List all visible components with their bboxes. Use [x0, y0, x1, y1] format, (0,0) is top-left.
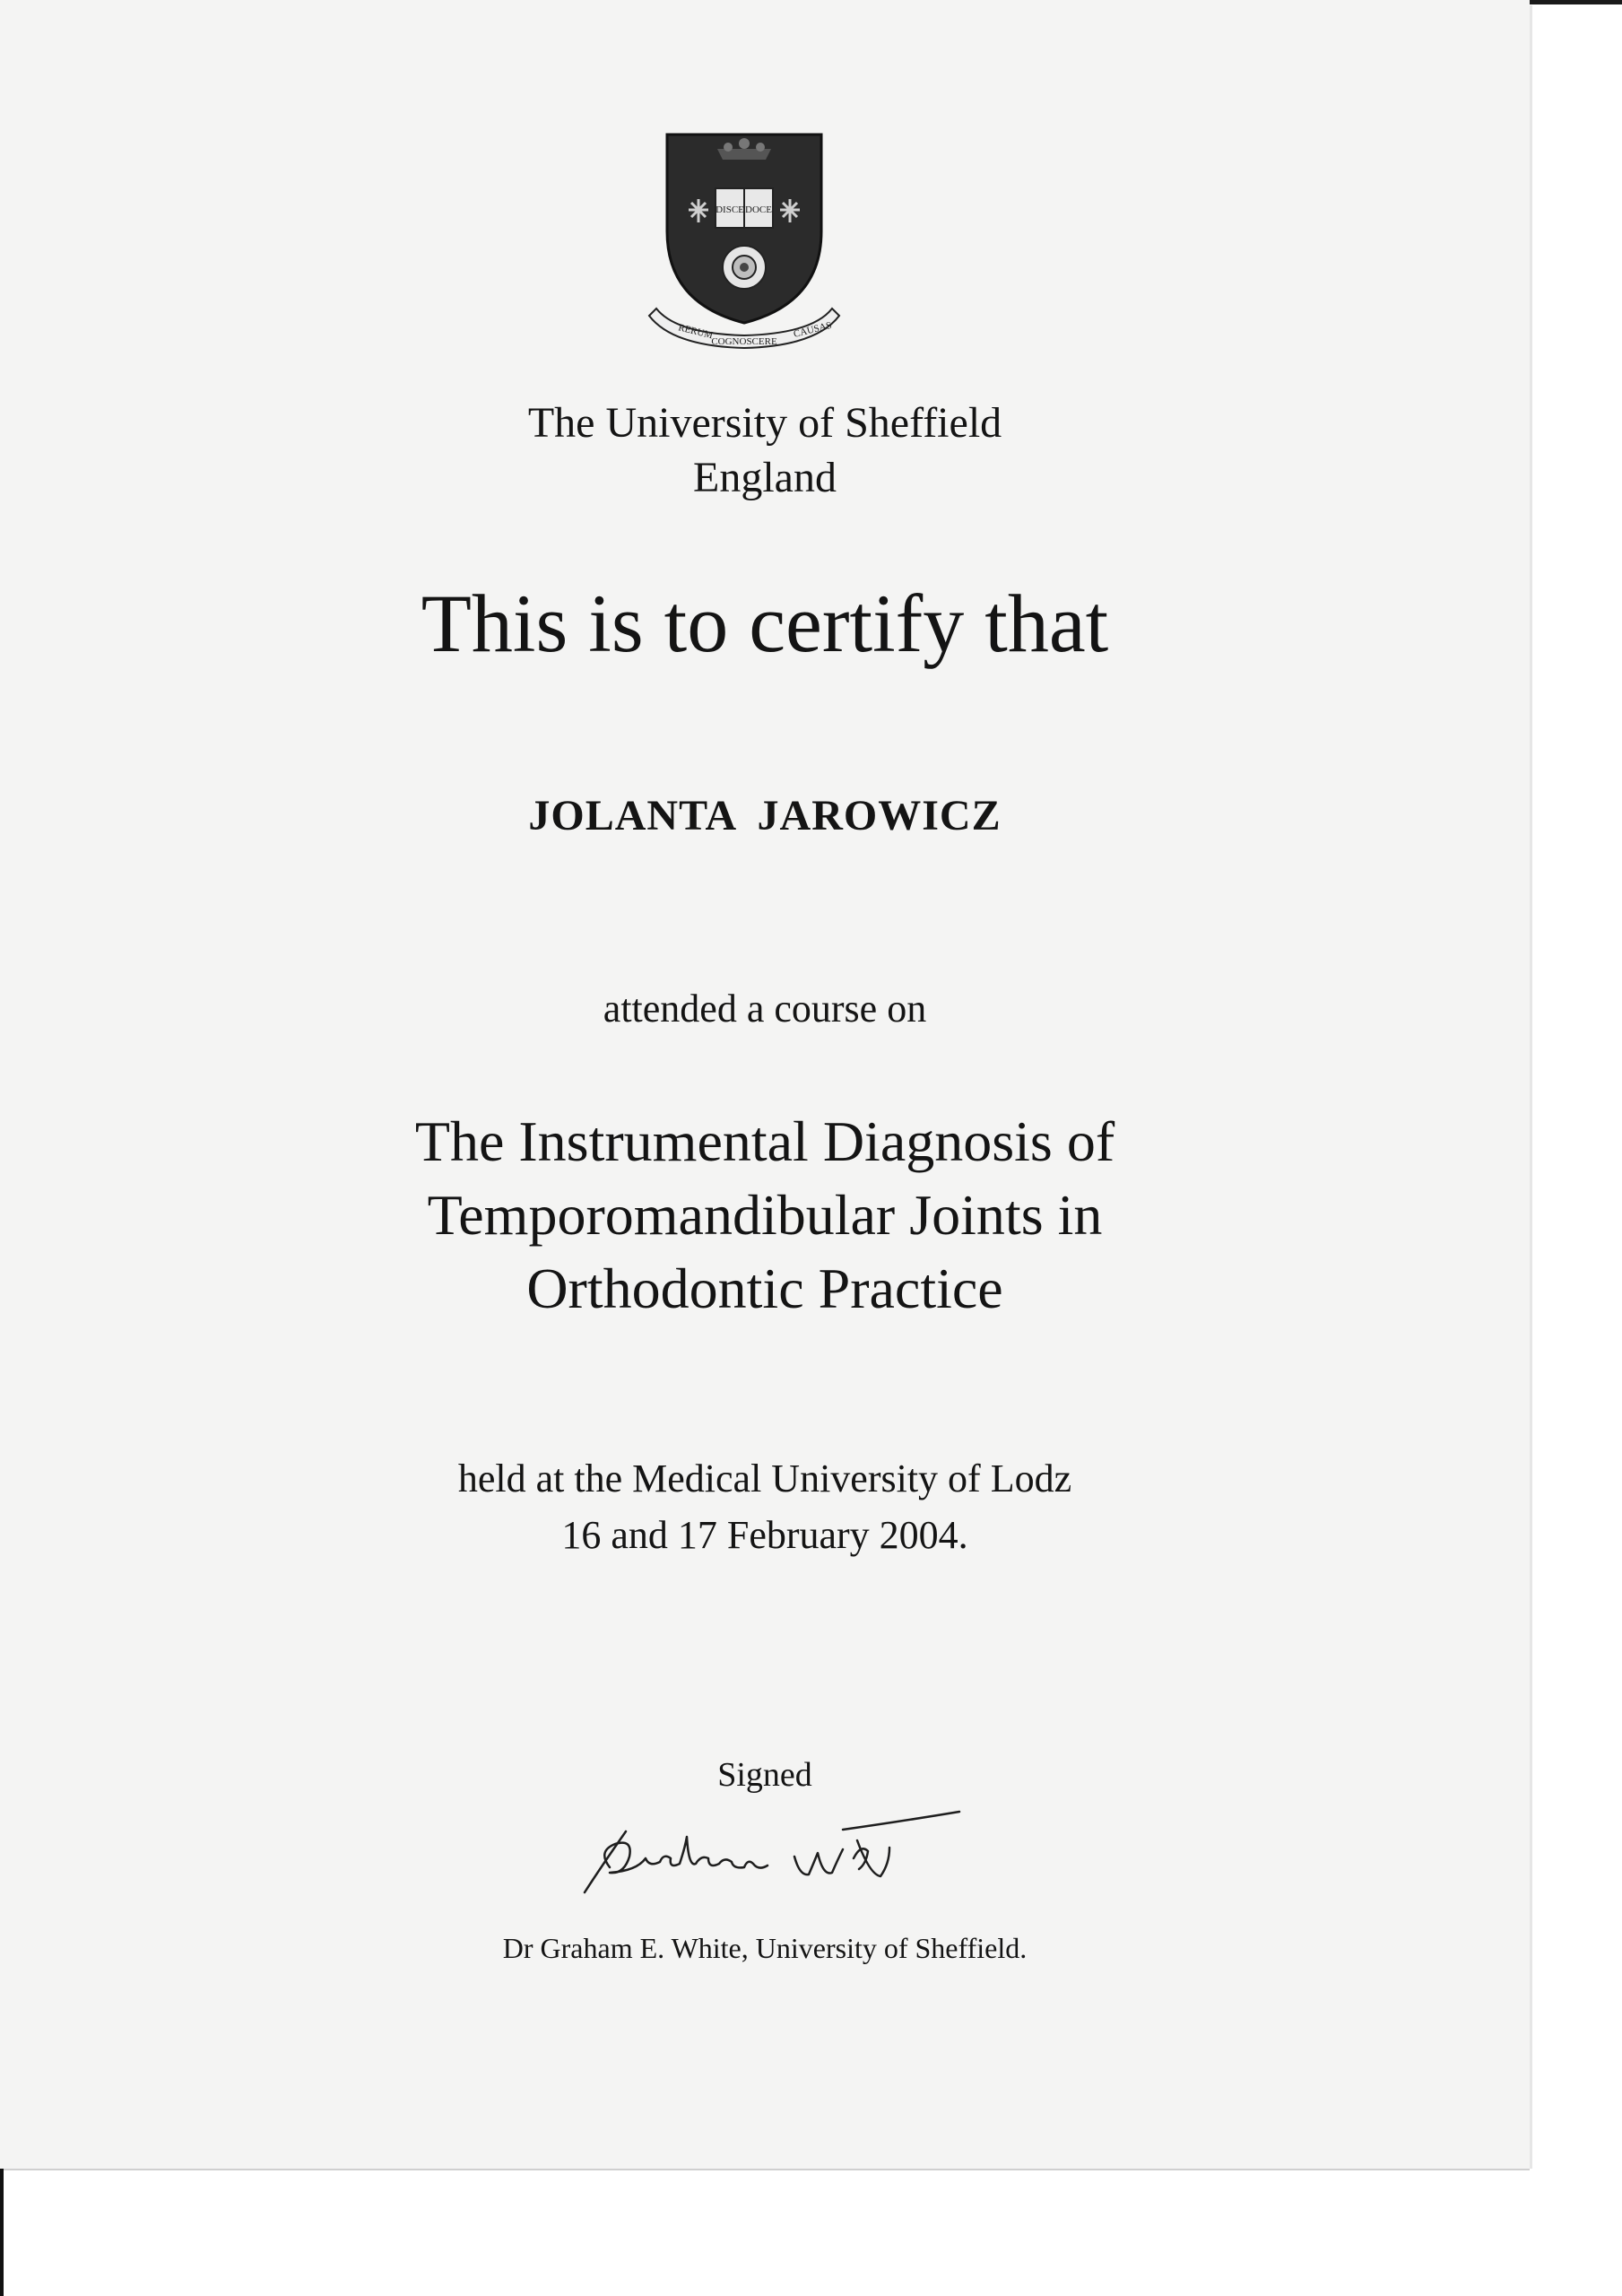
handwritten-signature [574, 1805, 968, 1903]
course-title-line-3: Orthodontic Practice [526, 1257, 1003, 1320]
course-title-line-2: Temporomandibular Joints in [427, 1183, 1103, 1247]
signatory-name: Dr Graham E. White, University of Sheffield. [502, 1932, 1028, 1964]
venue-line: held at the Medical University of Lodz [457, 1457, 1072, 1500]
signed-label: Signed [717, 1756, 812, 1794]
scan-edge-top [1530, 0, 1622, 4]
course-title-line-1: The Instrumental Diagnosis of [414, 1109, 1115, 1173]
svg-text:CAUSAS: CAUSAS [792, 319, 833, 340]
recipient-name: JOLANTA JAROWICZ [528, 792, 1002, 839]
scan-edge-right [1530, 5, 1532, 2169]
svg-text:COGNOSCERE: COGNOSCERE [711, 336, 777, 347]
attended-text: attended a course on [603, 987, 927, 1031]
institution-name: The University of Sheffield [527, 399, 1002, 447]
scan-edge-left [0, 2169, 4, 2296]
certify-heading: This is to certify that [421, 578, 1109, 669]
svg-text:DOCE: DOCE [745, 204, 772, 215]
svg-text:RERUM: RERUM [677, 322, 715, 342]
date-line: 16 and 17 February 2004. [561, 1513, 968, 1557]
university-crest-icon [646, 133, 843, 357]
institution-country: England [693, 454, 837, 501]
scan-edge-bottom [0, 2169, 1530, 2170]
svg-text:DISCE: DISCE [716, 204, 744, 215]
